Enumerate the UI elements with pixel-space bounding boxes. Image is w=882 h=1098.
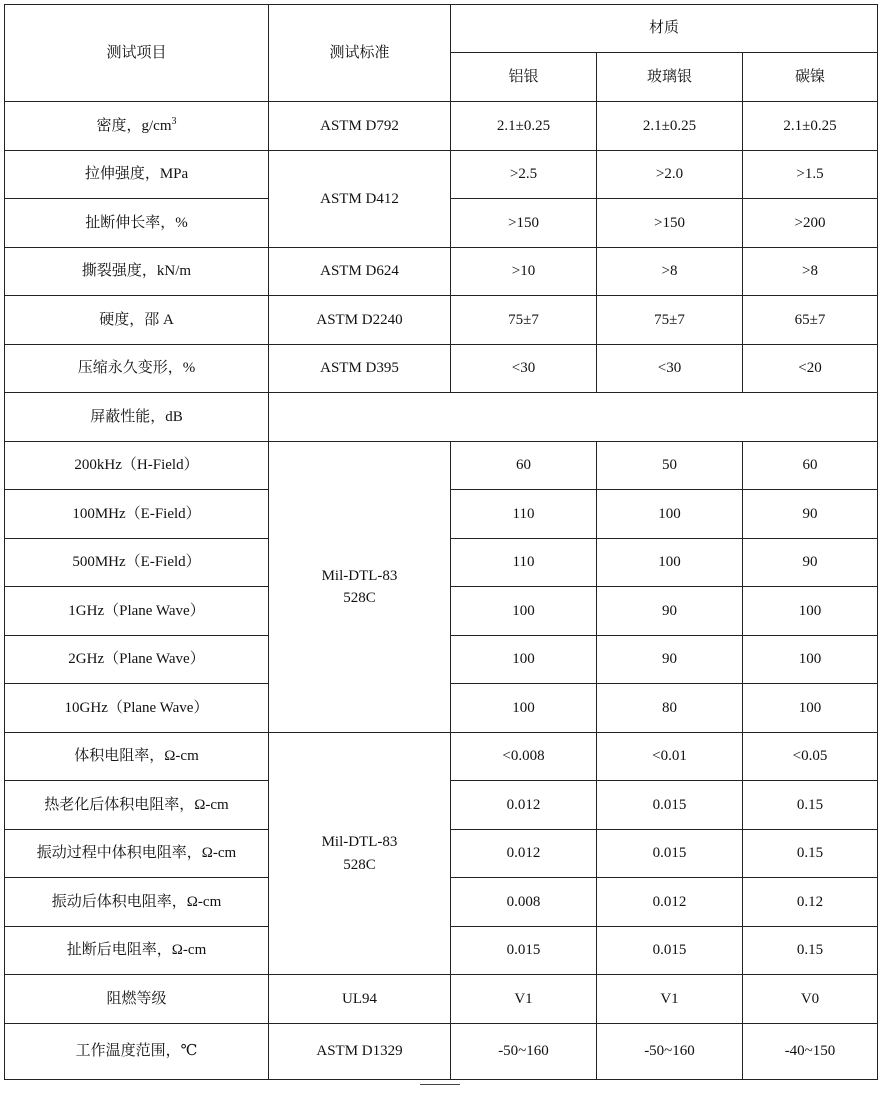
row-value: 90 — [597, 636, 743, 684]
table-row — [5, 345, 878, 393]
table-row — [5, 975, 878, 1024]
row-item: 1GHz（Plane Wave） — [5, 587, 269, 636]
row-value: 75±7 — [597, 296, 743, 345]
row-item: 100MHz（E-Field） — [5, 490, 269, 539]
row-value: 90 — [743, 539, 878, 587]
header-test-item: 测试项目 — [5, 5, 269, 102]
standard-line: 528C — [343, 856, 376, 873]
row-value: >200 — [743, 199, 878, 248]
table-row — [5, 151, 878, 199]
row-standard — [269, 733, 451, 975]
table-row — [5, 296, 878, 345]
row-value: 110 — [451, 490, 597, 539]
row-item: 振动过程中体积电阻率，Ω-cm — [5, 830, 269, 878]
row-value: >8 — [743, 248, 878, 296]
row-value: 100 — [451, 587, 597, 636]
row-item: 热老化后体积电阻率，Ω-cm — [5, 781, 269, 830]
header-row — [5, 5, 878, 53]
row-standard: ASTM D2240 — [269, 296, 451, 345]
row-value: <0.01 — [597, 733, 743, 781]
row-value: V1 — [597, 975, 743, 1024]
row-value: 75±7 — [451, 296, 597, 345]
row-value: 65±7 — [743, 296, 878, 345]
row-item: 屏蔽性能，dB — [5, 393, 269, 442]
row-item: 10GHz（Plane Wave） — [5, 684, 269, 733]
row-value: 2.1±0.25 — [597, 102, 743, 151]
row-value: 60 — [451, 442, 597, 490]
row-standard: ASTM D624 — [269, 248, 451, 296]
row-value: <30 — [597, 345, 743, 393]
row-value: 100 — [451, 684, 597, 733]
table-row — [5, 442, 878, 490]
row-value: 0.008 — [451, 878, 597, 927]
table-row — [5, 248, 878, 296]
row-value: 100 — [597, 539, 743, 587]
section-row-shielding — [5, 393, 878, 442]
header-material-2: 玻璃银 — [597, 53, 743, 102]
row-value: >150 — [451, 199, 597, 248]
header-material: 材质 — [451, 5, 878, 53]
row-value: <0.05 — [743, 733, 878, 781]
table-row — [5, 1024, 878, 1080]
row-value: >2.0 — [597, 151, 743, 199]
row-value: >2.5 — [451, 151, 597, 199]
row-value: 2.1±0.25 — [743, 102, 878, 151]
row-value: 0.012 — [451, 781, 597, 830]
row-item: 扯断后电阻率，Ω-cm — [5, 927, 269, 975]
row-value: -50~160 — [597, 1024, 743, 1080]
row-item: 扯断伸长率，% — [5, 199, 269, 248]
row-value: V1 — [451, 975, 597, 1024]
row-value: 0.012 — [451, 830, 597, 878]
standard-line: Mil-DTL-83 — [321, 567, 398, 584]
row-value: <30 — [451, 345, 597, 393]
row-value: 0.12 — [743, 878, 878, 927]
superscript: 3 — [171, 116, 177, 128]
row-item: 工作温度范围，℃ — [5, 1024, 269, 1080]
row-item: 压缩永久变形，% — [5, 345, 269, 393]
row-value: 0.15 — [743, 781, 878, 830]
row-item: 硬度，邵 A — [5, 296, 269, 345]
row-value: <0.008 — [451, 733, 597, 781]
empty-cell — [269, 393, 878, 442]
row-value: -50~160 — [451, 1024, 597, 1080]
row-item: 阻燃等级 — [5, 975, 269, 1024]
table-row — [5, 102, 878, 151]
standard-line: Mil-DTL-83 — [321, 834, 398, 850]
row-value: 2.1±0.25 — [451, 102, 597, 151]
row-value: 0.015 — [597, 781, 743, 830]
row-standard — [269, 442, 451, 733]
row-value: >150 — [597, 199, 743, 248]
row-value: 90 — [743, 490, 878, 539]
page-divider — [420, 1084, 460, 1085]
header-material-3: 碳镍 — [743, 53, 878, 102]
row-value: 100 — [743, 587, 878, 636]
row-standard: ASTM D1329 — [269, 1024, 451, 1080]
row-item: 500MHz（E-Field） — [5, 539, 269, 587]
row-value: 110 — [451, 539, 597, 587]
header-material-1: 铝银 — [451, 53, 597, 102]
header-standard: 测试标准 — [269, 5, 451, 102]
row-item: 密度，$g/cm^3$ — [5, 102, 269, 151]
row-value: V0 — [743, 975, 878, 1024]
standard-line: 528C — [343, 590, 376, 606]
material-spec-table — [4, 4, 878, 1080]
row-standard: ASTM D395 — [269, 345, 451, 393]
row-item: 振动后体积电阻率，Ω-cm — [5, 878, 269, 927]
row-value: 100 — [743, 636, 878, 684]
row-value: >1.5 — [743, 151, 878, 199]
row-item: 撕裂强度，kN/m — [5, 248, 269, 296]
row-item: 拉伸强度，MPa — [5, 151, 269, 199]
row-value: 80 — [597, 684, 743, 733]
row-value: 60 — [743, 442, 878, 490]
row-value: <20 — [743, 345, 878, 393]
row-value: 50 — [597, 442, 743, 490]
row-item: 体积电阻率，Ω-cm — [5, 733, 269, 781]
row-value: 0.015 — [597, 927, 743, 975]
row-value: 0.015 — [451, 927, 597, 975]
row-value: 0.012 — [597, 878, 743, 927]
row-value: 0.15 — [743, 927, 878, 975]
row-standard: UL94 — [269, 975, 451, 1024]
row-item: 200kHz（H-Field） — [5, 442, 269, 490]
row-value: 0.15 — [743, 830, 878, 878]
row-standard: ASTM D412 — [269, 151, 451, 248]
row-value: 100 — [597, 490, 743, 539]
row-value: >10 — [451, 248, 597, 296]
row-standard: ASTM D792 — [269, 102, 451, 151]
row-value: 100 — [743, 684, 878, 733]
row-value: >8 — [597, 248, 743, 296]
row-value: 0.015 — [597, 830, 743, 878]
row-item: 2GHz（Plane Wave） — [5, 636, 269, 684]
row-value: 100 — [451, 636, 597, 684]
row-value: 90 — [597, 587, 743, 636]
table-row — [5, 733, 878, 781]
row-value: -40~150 — [743, 1024, 878, 1080]
